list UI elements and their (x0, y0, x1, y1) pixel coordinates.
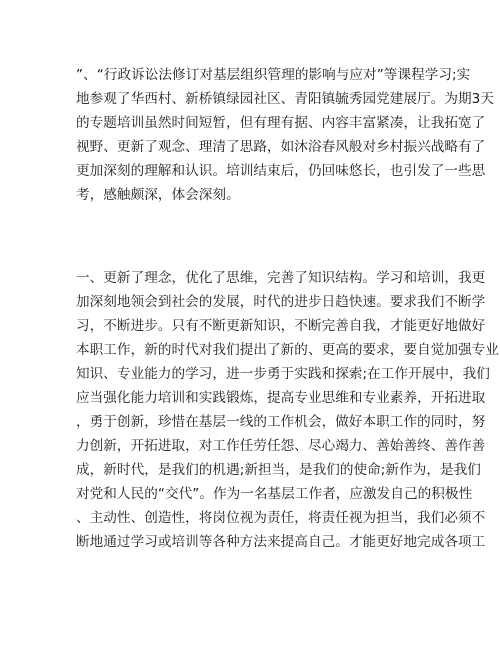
text-line: 力创新，开拓进取，对工作任劳任怨、尽心竭力、善始善终、善作善 (76, 438, 486, 454)
text-line: 的专题培训虽然时间短暂，但有理有据、内容丰富紧凑，让我拓宽了 (76, 115, 486, 131)
paragraph-section-one (76, 266, 499, 554)
text-line: 加深刻地领会到社会的发展，时代的进步日趋快速。要求我们不断学 (76, 294, 486, 310)
text-line: 知识、专业能力的学习，进一步勇于实践和探索;在工作开展中，我们 (76, 366, 490, 382)
text-line: 断地通过学习或培训等各种方法来提高自己。才能更好地完成各项工 (76, 534, 486, 550)
text-line: 、主动性、创造性，将岗位视为责任，将责任视为担当，我们必须不 (76, 510, 486, 526)
text-line: 更加深刻的理解和认识。培训结束后，仍回味悠长，也引发了一些思 (76, 163, 486, 179)
text-line: 视野、更新了观念、理清了思路，如沐浴春风般对乡村振兴战略有了 (76, 139, 486, 155)
text-line: 本职工作，新的时代对我们提出了新的、更高的要求，要自觉加强专业 (76, 342, 499, 358)
text-line: 对党和人民的“交代”。作为一名基层工作者，应激发自己的积极性 (76, 486, 473, 502)
text-line: 考，感触颇深，体会深刻。 (76, 187, 240, 203)
text-line: ，勇于创新，珍惜在基层一线的工作机会，做好本职工作的同时，努 (76, 414, 486, 430)
text-line: 习，不断进步。只有不断更新知识，不断完善自我，才能更好地做好 (76, 318, 486, 334)
paragraph-training-summary (76, 63, 495, 207)
text-line: ”、“行政诉讼法修订对基层组织管理的影响与应对”等课程学习;实 (76, 67, 471, 83)
text-line: 应当强化能力培训和实践锻炼，提高专业思维和专业素养，开拓进取 (76, 390, 486, 406)
text-line: 一、更新了理念，优化了思维，完善了知识结构。学习和培训，我更 (76, 270, 486, 286)
text-line: 成，新时代，是我们的机遇;新担当，是我们的使命;新作为，是我们 (76, 462, 481, 478)
text-line: 地参观了华西村、新桥镇绿园社区、青阳镇毓秀园党建展厅。为期3天 (76, 91, 495, 107)
